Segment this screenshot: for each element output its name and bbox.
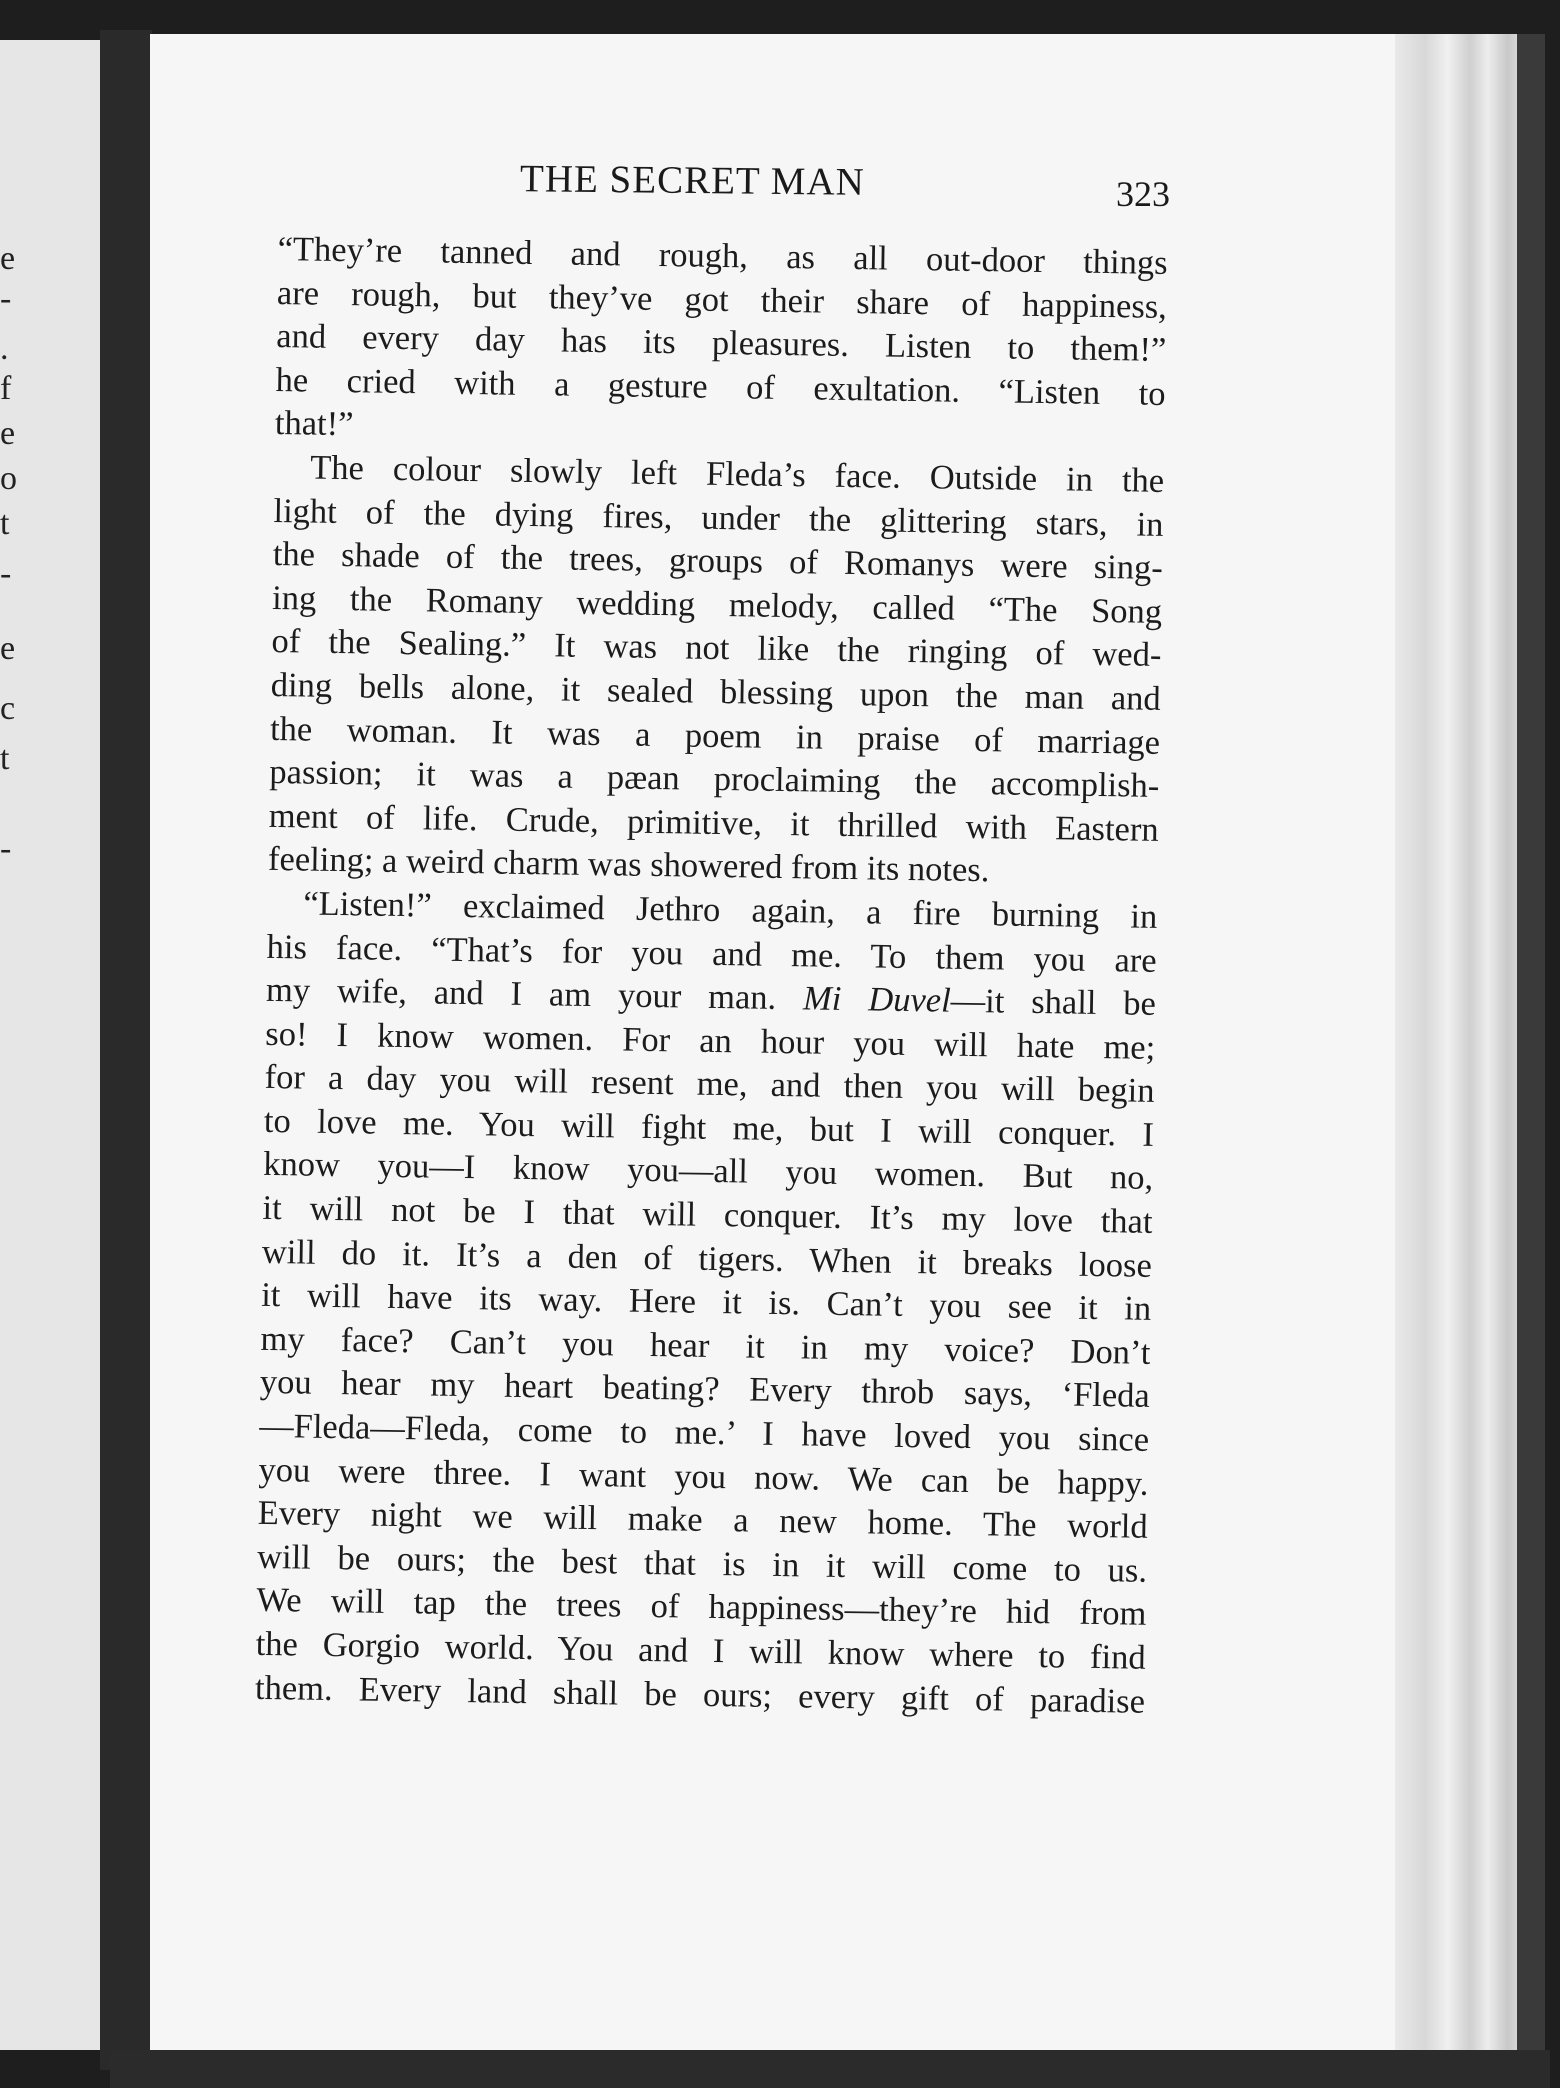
left-fragment: - xyxy=(0,555,12,592)
text-line: will do it. It’s a den of tigers. When it breaks loose xyxy=(261,1232,1153,1285)
text-segment: —it shall be xyxy=(950,981,1157,1023)
text-line: —Fleda—Fleda, come to me.’ I have loved you since xyxy=(258,1406,1150,1459)
text-line: it will have its way. Here it is. Can’t you see it in xyxy=(260,1276,1152,1329)
left-fragment: - xyxy=(0,280,12,317)
text-line: so! I know women. For an hour you will hate me; xyxy=(265,1014,1156,1067)
running-head: THE SECRET MAN xyxy=(519,157,866,204)
page-number: 323 xyxy=(1116,174,1170,214)
text-line: it will not be I that will conquer. It’s my love that xyxy=(262,1188,1153,1241)
text-line: are rough, but they’ve got their share of happiness, xyxy=(276,273,1168,326)
text-line: Every night we will make a new home. The world xyxy=(257,1494,1149,1547)
text-line: feeling; a weird charm was showered from its notes. xyxy=(267,840,990,890)
text-line: passion; it was a pæan proclaiming the accomplish- xyxy=(269,753,1160,806)
left-page-fragments xyxy=(0,40,20,2050)
text-line: my face? Can’t you hear it in my voice? Don’t xyxy=(260,1319,1151,1372)
left-fragment: . xyxy=(0,330,9,367)
text-line: you hear my heart beating? Every throb says, ‘Fleda xyxy=(259,1363,1151,1416)
text-line: the woman. It was a poem in praise of marriage xyxy=(269,709,1161,762)
left-fragment: f xyxy=(0,370,12,407)
text-line: the shade of the trees, groups of Romanys were sing- xyxy=(272,535,1164,588)
text-line: to love me. You will fight me, but I will conquer. I xyxy=(263,1101,1155,1154)
body-text xyxy=(255,228,1168,1724)
book-spine xyxy=(100,30,152,2070)
left-fragment: t xyxy=(0,740,10,777)
text-line: and every day has its pleasures. Listen to them!” xyxy=(276,317,1167,370)
text-line: the Gorgio world. You and I will know where to find xyxy=(255,1624,1146,1677)
text-line: light of the dying fires, under the glittering stars, in xyxy=(273,491,1164,544)
text-line: that!” xyxy=(274,404,354,444)
text-line: for a day you will resent me, and then you will begin xyxy=(264,1058,1155,1111)
text-line: “They’re tanned and rough, as all out-door things xyxy=(277,229,1168,282)
left-fragment: c xyxy=(0,690,16,727)
text-line: them. Every land shall be ours; every gift of paradise xyxy=(254,1668,1146,1721)
left-fragment: e xyxy=(0,415,16,452)
left-fragment: - xyxy=(0,830,12,867)
bottom-shadow xyxy=(110,2050,1550,2088)
left-fragment: e xyxy=(0,630,16,667)
text-line: his face. “That’s for you and me. To them you are xyxy=(266,927,1157,980)
left-fragment: t xyxy=(0,505,10,542)
italic-phrase: Mi Duvel xyxy=(802,979,952,1020)
text-line: ment of life. Crude, primitive, it thrilled with Eastern xyxy=(268,796,1159,849)
text-line: “Listen!” exclaimed Jethro again, a fire burning in xyxy=(303,884,1158,936)
text-line: will be ours; the best that is in it will come to us. xyxy=(256,1537,1148,1590)
text-line: ing the Romany wedding melody, called “The Song xyxy=(271,578,1163,631)
left-fragment: e xyxy=(0,240,16,277)
page-edges xyxy=(1395,34,1545,2058)
text-line: you were three. I want you now. We can be happy. xyxy=(258,1450,1149,1503)
text-line: know you—I know you—all you women. But no, xyxy=(262,1145,1154,1198)
left-fragment: o xyxy=(0,460,17,497)
text-line: of the Sealing.” It was not like the ringing of wed- xyxy=(271,622,1162,675)
text-line: The colour slowly left Fleda’s face. Outside in the xyxy=(309,448,1165,500)
text-line: he cried with a gesture of exultation. “Listen to xyxy=(275,360,1166,413)
text-segment: my wife, and I am your man. xyxy=(265,971,804,1018)
text-line: ding bells alone, it sealed blessing upon the man and xyxy=(270,665,1162,718)
text-line: We will tap the trees of happiness—they’re hid from xyxy=(256,1581,1147,1634)
